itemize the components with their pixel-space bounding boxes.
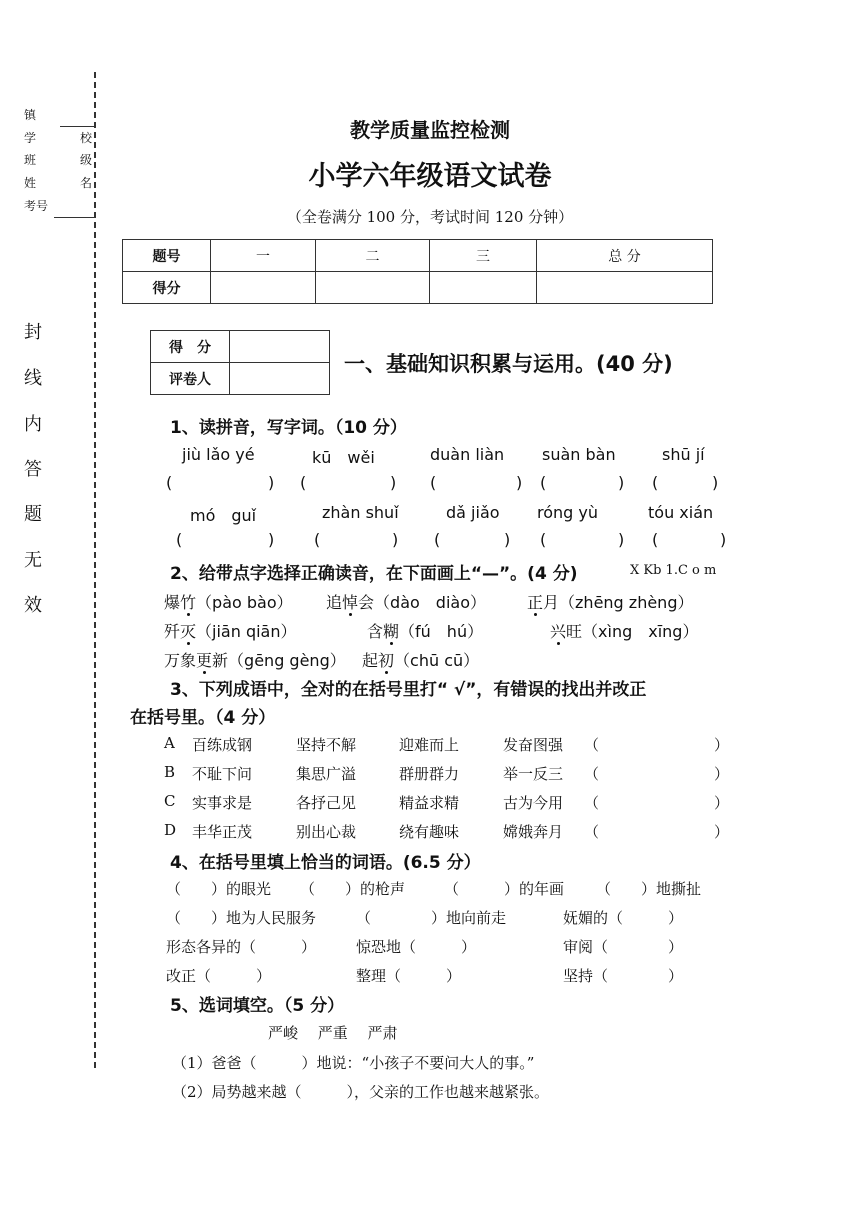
idiom-row-label: A [164, 734, 175, 752]
class-label-left: 班 [24, 153, 37, 167]
class-label-right: 级 [80, 153, 93, 167]
exam-no-label: 考号 [24, 199, 49, 213]
pinyin: mó guǐ [190, 506, 257, 525]
exam-supertitle: 教学质量监控检测 [350, 118, 510, 142]
score-table-header: 题号 [123, 240, 211, 272]
question-title: 4、在括号里填上恰当的词语。(6.5 分） [170, 853, 481, 873]
reading-item: 万象更新（gēng gèng） [164, 651, 346, 670]
answer-paren-close[interactable]: ) [392, 530, 399, 549]
grader-label: 评卷人 [151, 363, 230, 395]
exam-subtitle: （全卷满分 100 分，考试时间 120 分钟） [286, 208, 574, 226]
fill-blank-item[interactable]: （ ）地向前走 [356, 909, 507, 927]
answer-paren-close[interactable]: ) [618, 530, 625, 549]
fill-blank-item[interactable]: 妩媚的（ ） [563, 909, 684, 927]
fill-blank-item[interactable]: （ ）的眼光 [166, 880, 272, 898]
sentence-item[interactable]: （2）局势越来越（ ），父亲的工作也越来越紧张。 [172, 1083, 550, 1101]
answer-paren-open[interactable]: （ [584, 765, 600, 783]
pinyin: duàn liàn [430, 445, 505, 464]
answer-paren-open[interactable]: （ [584, 736, 600, 754]
reading-item: 起初（chū cū） [362, 651, 480, 670]
word-options: 严峻 严重 严肃 [268, 1024, 398, 1042]
score-table-header: 一 [211, 240, 316, 272]
score-row-label: 得分 [123, 272, 211, 304]
pinyin: dǎ jiǎo [446, 503, 500, 522]
answer-paren-close[interactable]: ) [268, 473, 275, 492]
exam-title: 小学六年级语文试卷 [308, 161, 552, 192]
answer-paren-close[interactable]: ) [504, 530, 511, 549]
fill-blank-item[interactable]: 审阅（ ） [563, 938, 684, 956]
answer-paren-open[interactable]: ( [166, 473, 173, 492]
answer-paren-open[interactable]: ( [540, 473, 547, 492]
school-label-left: 学 [24, 131, 37, 145]
score-cell[interactable] [537, 272, 713, 304]
idiom: 集思广溢 [296, 765, 357, 783]
idiom: 发奋图强 [503, 736, 564, 754]
idiom: 迎难而上 [399, 736, 460, 754]
idiom: 别出心裁 [296, 823, 357, 841]
fill-blank-item[interactable]: 整理（ ） [356, 967, 462, 985]
fill-blank-item[interactable]: 改正（ ） [166, 967, 272, 985]
idiom: 嫦娥奔月 [503, 823, 564, 841]
town-label: 镇 [24, 108, 37, 122]
answer-paren-close[interactable]: ) [390, 473, 397, 492]
idiom: 绕有趣味 [399, 823, 460, 841]
answer-paren-close[interactable]: ) [720, 530, 727, 549]
idiom: 精益求精 [399, 794, 460, 812]
score-cell[interactable] [211, 272, 316, 304]
answer-paren-close[interactable]: ) [618, 473, 625, 492]
answer-paren-open[interactable]: ( [434, 530, 441, 549]
reading-item: 正月（zhēng zhèng） [527, 593, 694, 612]
answer-paren-open[interactable]: ( [652, 530, 659, 549]
seal-char: 线 [24, 368, 42, 389]
answer-paren-open[interactable]: ( [540, 530, 547, 549]
name-label-left: 姓 [24, 176, 37, 190]
answer-paren-close[interactable]: ) [516, 473, 523, 492]
idiom: 不耻下问 [192, 765, 253, 783]
grader-cell[interactable] [230, 363, 330, 395]
name-label-right: 名 [80, 176, 93, 190]
question-title: 2、给带点字选择正确读音，在下面画上“—”。(4 分) [170, 564, 578, 584]
answer-paren-open[interactable]: ( [652, 473, 659, 492]
question-title: 1、读拼音，写字词。（10 分） [170, 418, 407, 438]
answer-paren-open[interactable]: （ [584, 794, 600, 812]
answer-paren-close[interactable]: ) [268, 530, 275, 549]
idiom: 举一反三 [503, 765, 564, 783]
idiom: 坚持不解 [296, 736, 357, 754]
idiom-row-label: D [164, 821, 177, 839]
answer-paren-close[interactable]: ） [714, 765, 730, 783]
pinyin: tóu xián [648, 503, 714, 522]
watermark-text: X Kb 1.C o m [630, 563, 717, 578]
section-title: 一、基础知识积累与运用。(40 分) [344, 352, 673, 376]
pinyin: kū wěi [312, 448, 375, 467]
idiom: 百练成钢 [192, 736, 253, 754]
reading-item: 爆竹（pào bào） [164, 593, 293, 612]
fill-blank-item[interactable]: 惊恐地（ ） [356, 938, 477, 956]
fill-blank-item[interactable]: 坚持（ ） [563, 967, 684, 985]
question-title-cont: 在括号里。（4 分） [130, 708, 276, 728]
answer-paren-open[interactable]: ( [176, 530, 183, 549]
reading-item: 兴旺（xìng xīng） [550, 622, 699, 641]
idiom: 各抒己见 [296, 794, 357, 812]
score-cell[interactable] [316, 272, 430, 304]
question-title: 3、下列成语中，全对的在括号里打“ √”，有错误的找出并改正 [170, 680, 647, 700]
reading-item: 含糊（fú hú） [367, 622, 484, 641]
answer-paren-close[interactable]: ） [714, 794, 730, 812]
score-table [122, 239, 713, 304]
pinyin: shū jí [662, 445, 705, 464]
pinyin: jiù lǎo yé [182, 445, 255, 464]
seal-char: 无 [24, 550, 42, 571]
sentence-item[interactable]: （1）爸爸（ ）地说：“小孩子不要问大人的事。” [172, 1054, 535, 1072]
fill-blank-item[interactable]: （ ）的年画 [444, 880, 565, 898]
fill-blank-item[interactable]: （ ）地撕扯 [596, 880, 702, 898]
reading-item: 追悼会（dào diào） [326, 593, 486, 612]
school-label-right: 校 [80, 131, 93, 145]
score-table-header: 总 分 [537, 240, 713, 272]
seal-char: 题 [24, 504, 42, 525]
fill-blank-item[interactable]: （ ）的枪声 [300, 880, 406, 898]
answer-paren-open[interactable]: ( [430, 473, 437, 492]
question-title: 5、选词填空。（5 分） [170, 996, 345, 1016]
answer-paren-open[interactable]: （ [584, 823, 600, 841]
answer-paren-open[interactable]: ( [300, 473, 307, 492]
idiom-row-label: B [164, 763, 176, 781]
seal-char: 内 [24, 414, 42, 435]
section-score-cell[interactable] [230, 331, 330, 363]
fill-blank-item[interactable]: 形态各异的（ ） [166, 938, 317, 956]
pinyin: róng yù [537, 503, 599, 522]
idiom: 丰华正茂 [192, 823, 253, 841]
answer-paren-open[interactable]: ( [314, 530, 321, 549]
score-table-header: 三 [430, 240, 537, 272]
seal-char: 封 [24, 322, 42, 343]
score-cell[interactable] [430, 272, 537, 304]
pinyin: zhàn shuǐ [322, 503, 399, 522]
seal-char: 效 [24, 595, 42, 616]
score-table-header: 二 [316, 240, 430, 272]
reading-item: 歼灭（jiān qiān） [164, 622, 297, 641]
pinyin: suàn bàn [542, 445, 616, 464]
fill-blank-item[interactable]: （ ）地为人民服务 [166, 909, 317, 927]
idiom: 古为今用 [503, 794, 564, 812]
answer-paren-close[interactable]: ） [714, 823, 730, 841]
seal-char: 答 [24, 459, 42, 480]
idiom-row-label: C [164, 792, 176, 810]
section-score-box [150, 330, 330, 395]
idiom: 群册群力 [399, 765, 460, 783]
idiom: 实事求是 [192, 794, 253, 812]
answer-paren-close[interactable]: ) [712, 473, 719, 492]
answer-paren-close[interactable]: ） [714, 736, 730, 754]
section-score-label: 得 分 [151, 331, 230, 363]
